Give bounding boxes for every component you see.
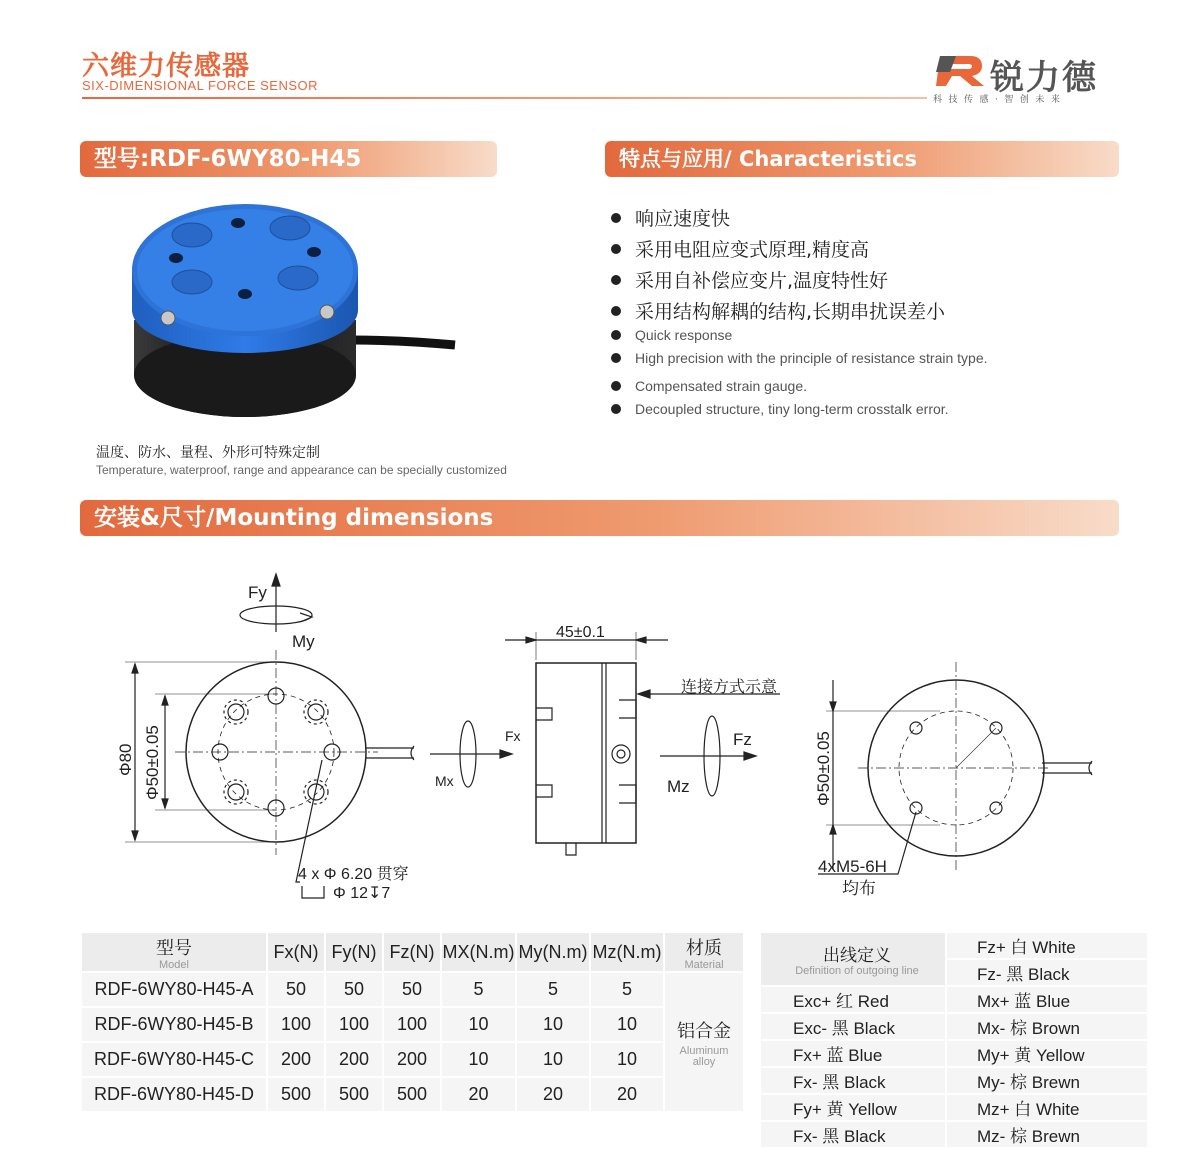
table-row: RDF-6WY80-H45-B 100 100 100 10 10 10 <box>82 1008 743 1041</box>
width-label: 45±0.1 <box>556 624 605 641</box>
top-view-drawing <box>125 574 414 882</box>
fy-label: Fy <box>248 583 267 602</box>
table-row: RDF-6WY80-H45-C 200 200 200 10 10 10 <box>82 1043 743 1076</box>
bullet-icon <box>611 404 621 414</box>
customization-note: 温度、防水、量程、外形可特殊定制 <box>96 445 320 461</box>
header-fz: Fz(N) <box>384 933 440 971</box>
dia80-label: Φ80 <box>116 743 135 776</box>
wire-def: My- 棕 Brewn <box>947 1068 1147 1093</box>
side-view-drawing <box>430 632 780 855</box>
brand-logo-icon <box>936 52 988 88</box>
wire-def: Mz- 棕 Brewn <box>947 1122 1147 1147</box>
page-subtitle: SIX-DIMENSIONAL FORCE SENSOR <box>82 78 318 93</box>
hole-note: 4 x Φ 6.20 贯穿 <box>298 866 409 883</box>
table-row: RDF-6WY80-H45-D 500 500 500 20 20 20 <box>82 1078 743 1111</box>
bottom-view-drawing <box>818 662 1092 874</box>
bullet-icon <box>611 381 621 391</box>
model-bar: 型号:RDF-6WY80-H45 <box>80 141 497 177</box>
wire-def: Mz+ 白 White <box>947 1095 1147 1120</box>
header-my: My(N.m) <box>517 933 589 971</box>
wire-def: Mx- 棕 Brown <box>947 1014 1147 1039</box>
wire-def: Fz- 黑 Black <box>947 960 1147 985</box>
header-material: 材质 Material <box>665 933 743 971</box>
mz-label: Mz <box>667 777 690 796</box>
feature-item-en: Compensated strain gauge. <box>611 378 1111 394</box>
bullet-icon <box>611 330 621 340</box>
mounting-bar: 安装&尺寸/Mounting dimensions <box>80 500 1119 536</box>
customization-note-en: Temperature, waterproof, range and appearance can be specially customized <box>96 463 507 477</box>
counterbore-note: Φ 12↧7 <box>333 885 391 902</box>
sensor-product-image <box>120 190 470 430</box>
wire-def: Fx- 黑 Black <box>761 1068 945 1093</box>
header-divider <box>82 97 927 99</box>
wire-def: Exc+ 红 Red <box>761 987 945 1012</box>
header-model: 型号 Model <box>82 933 266 971</box>
wire-def: Fy+ 黄 Yellow <box>761 1095 945 1120</box>
wire-def: My+ 黄 Yellow <box>947 1041 1147 1066</box>
wiring-table <box>759 931 1149 1149</box>
bullet-icon <box>611 306 621 316</box>
bullet-icon <box>611 244 621 254</box>
my-label: My <box>292 632 315 651</box>
feature-item-en: High precision with the principle of resistance strain type. <box>611 350 1111 366</box>
page-title: 六维力传感器 <box>82 51 250 82</box>
bullet-icon <box>611 275 621 285</box>
connection-note: 连接方式示意 <box>681 679 778 696</box>
dia50-bottom-label: Φ50±0.05 <box>814 731 833 806</box>
brand-slogan: 科技传感·智创未来 <box>933 95 1067 105</box>
header-fy: Fy(N) <box>326 933 382 971</box>
wire-def: Fx- 黑 Black <box>761 1122 945 1147</box>
characteristics-bar: 特点与应用/ Characteristics <box>605 141 1119 177</box>
feature-item: 响应速度快 <box>611 204 1111 231</box>
spec-table <box>80 931 745 1113</box>
brand-name: 锐力德 <box>990 58 1098 98</box>
thread-note: 4xM5-6H <box>818 857 887 876</box>
material-cell: 铝合金 Aluminum alloy <box>665 973 743 1111</box>
fx-label: Fx <box>505 728 521 744</box>
fz-label: Fz <box>733 730 752 749</box>
table-header-row <box>82 933 743 971</box>
bullet-icon <box>611 353 621 363</box>
wire-def: Fz+ 白 White <box>947 933 1147 958</box>
mx-label: Mx <box>435 773 454 789</box>
mounting-drawing <box>0 560 1200 910</box>
wiring-title: 出线定义 Definition of outgoing line <box>761 933 945 985</box>
header-fx: Fx(N) <box>268 933 324 971</box>
dia50-label: Φ50±0.05 <box>143 725 162 800</box>
wire-def: Fx+ 蓝 Blue <box>761 1041 945 1066</box>
thread-note-distribution: 均布 <box>842 879 876 898</box>
bullet-icon <box>611 213 621 223</box>
feature-item-en: Decoupled structure, tiny long-term crosstalk error. <box>611 401 1111 417</box>
header-mz: Mz(N.m) <box>591 933 663 971</box>
feature-item: 采用结构解耦的结构,长期串扰误差小 <box>611 297 1111 324</box>
feature-item: 采用自补偿应变片,温度特性好 <box>611 266 1111 293</box>
wire-def: Exc- 黑 Black <box>761 1014 945 1039</box>
feature-item: 采用电阻应变式原理,精度高 <box>611 235 1111 262</box>
header-mx: MX(N.m) <box>442 933 515 971</box>
feature-item-en: Quick response <box>611 327 1111 343</box>
table-row: RDF-6WY80-H45-A 50 50 50 5 5 5 铝合金 Aluminum alloy <box>82 973 743 1006</box>
wire-def: Mx+ 蓝 Blue <box>947 987 1147 1012</box>
